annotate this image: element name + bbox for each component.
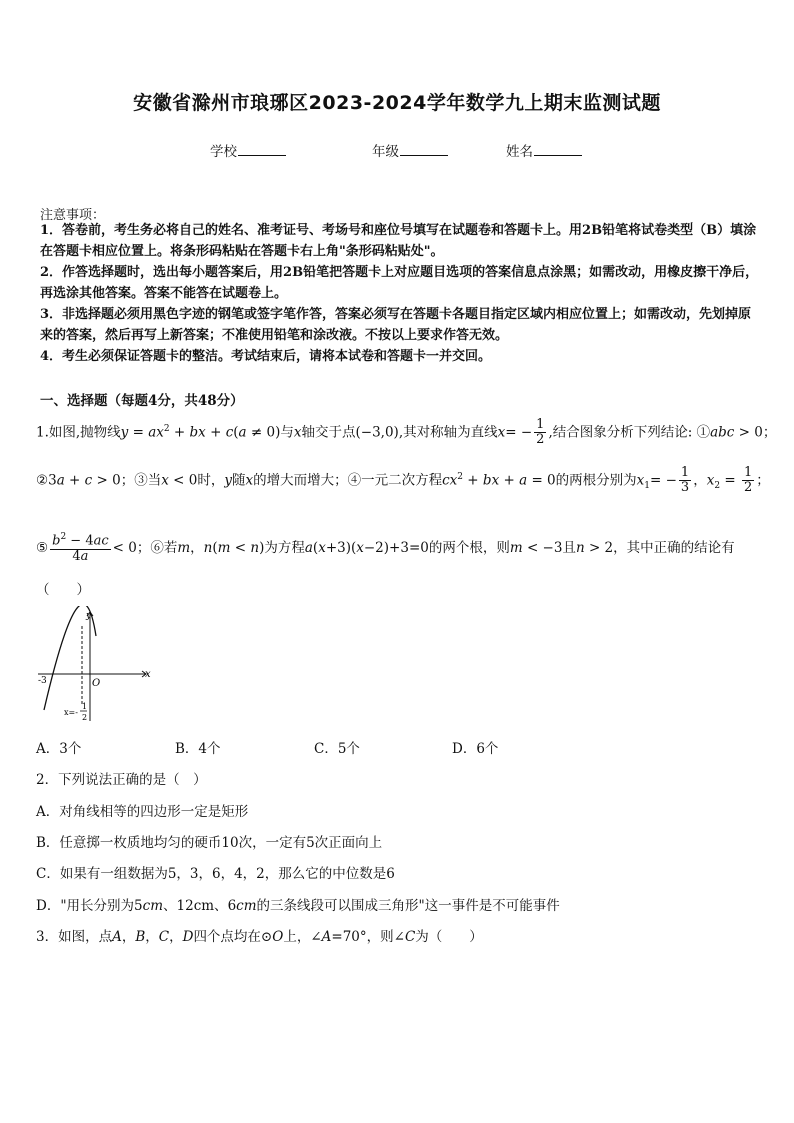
name-field [506, 140, 582, 160]
q1-text: ,其对称轴为直线 [398, 424, 498, 441]
q1-text: 轴交于点 [301, 424, 356, 441]
q1-option-d[interactable]: D．6个 [452, 741, 499, 757]
name-label: 姓名 [506, 144, 533, 160]
school-blank[interactable] [238, 143, 286, 156]
q2-d-text: 的三条线段可以围成三角形"这一事件是不可能事件 [256, 898, 560, 914]
q3-text: 为（ ） [415, 929, 483, 945]
q1-text: 的两根分别为 [555, 472, 637, 489]
grade-field [372, 140, 448, 160]
q1-text: 且 [562, 539, 576, 556]
q1-text: 时， [197, 472, 225, 489]
q2-d-text: 、12cm、 [163, 898, 228, 914]
q1-text: 随 [231, 472, 246, 489]
q1-text: ⑤ [36, 539, 49, 556]
school-label: 学校 [210, 144, 237, 160]
origin-label: O [92, 678, 101, 689]
svg-text:2: 2 [82, 713, 88, 722]
name-blank[interactable] [534, 143, 582, 156]
q1-option-b[interactable]: B．4个 [175, 741, 221, 757]
q1-text: 1.如图,抛物线 [36, 424, 121, 441]
q2-option-c[interactable]: C．如果有一组数据为5，3，6，4，2，那么它的中位数是6 [36, 866, 395, 882]
school-field [210, 140, 286, 160]
q2-option-a[interactable]: A．对角线相等的四边形一定是矩形 [36, 804, 249, 820]
q3-stem: 3．如图，点A，B，C，D四个点均在⊙O上，∠A=70°，则∠C为（ ） [36, 929, 483, 945]
q3-text: =70°，则∠ [331, 929, 405, 945]
q1-answer-blank: （ ） [36, 582, 90, 598]
q2-option-b[interactable]: B．任意掷一枚质地均匀的硬币10次，一定有5次正面向上 [36, 835, 383, 851]
q3-text: 上，∠ [283, 929, 322, 945]
svg-text:1: 1 [82, 702, 88, 711]
q1-text: ，其中正确的结论有 [613, 539, 735, 556]
exam-title: 安徽省滁州市琅琊区2023-2024学年数学九上期末监测试题 [133, 92, 661, 114]
parabola-graph [34, 606, 164, 724]
q1-option-c[interactable]: C．5个 [314, 741, 360, 757]
q2-d-text: D．"用长分别为 [36, 898, 135, 914]
symmetry-axis-label: x=- [64, 708, 78, 717]
grade-label: 年级 [372, 144, 399, 160]
q1-text: 与 [280, 424, 294, 441]
neg-three-label: -3 [38, 676, 47, 686]
q1-text: ；③当 [120, 472, 162, 489]
q1-text: ② [36, 472, 49, 489]
q1-text: 的两个根，则 [428, 539, 510, 556]
notice-item-2: 2．作答选择题时，选出每小题答案后，用2B铅笔把答题卡上对应题目选项的答案信息点涂黑；如需改动，用橡皮擦干净后，再选涂其他答案。答案不能答在试题卷上。 [40, 265, 759, 301]
q2-stem: 2．下列说法正确的是（ ） [36, 772, 207, 788]
parabola-curve [44, 606, 96, 710]
q2-option-d[interactable]: D．"用长分别为5cm、12cm、6cm的三条线段可以围成三角形"这一事件是不可能事件 [36, 898, 560, 914]
q1-line-2: ②3a + c > 0；③当x < 0时，y随x的增大而增大；④一元二次方程$cx^2$ + bx + a = 0的两根分别为$x_1=$ − $\frac{1}{3}$ ，$x_2$ = $\frac{1}{2}$ ； [36, 465, 770, 496]
q1-text: ,结合图象分析下列结论: ① [548, 424, 711, 441]
x-axis-label: x [145, 669, 151, 680]
q1-text: 的增大而增大；④一元二次方程 [253, 472, 443, 489]
q1-option-a[interactable]: A．3个 [36, 741, 82, 757]
q3-text: 3．如图，点 [36, 929, 113, 945]
notice-heading: 注意事项： [40, 208, 106, 223]
notice-item-4: 4．考生必须保证答题卡的整洁。考试结束后，请将本试卷和答题卡一并交回。 [40, 349, 492, 364]
section-heading: 一、选择题（每题4分，共48分） [40, 393, 244, 409]
y-axis-label: y [86, 611, 92, 621]
notice-item-3: 3．非选择题必须用黑色字迹的钢笔或签字笔作答，答案必须写在答题卡各题目指定区域内相应位置上；如需改动，先划掉原来的答案，然后再写上新答案；不准使用铅笔和涂改液。不按以上要求作答无效。 [40, 307, 752, 343]
q1-line-1: 1.如图,抛物线$y = ax^2$ + bx + c(a ≠ 0)与x轴交于点(−3,0),其对称轴为直线x= − $\frac{1}{2}$ ,结合图象分析下列结论: ①abc > 0； [36, 417, 777, 448]
q3-text: 四个点均在⊙ [193, 929, 273, 945]
notice-item-1: 1．答卷前，考生务必将自己的姓名、准考证号、考场号和座位号填写在试题卷和答题卡上。用2B铅笔将试卷类型（B）填涂在答题卡相应位置上。将条形码粘贴在答题卡右上角"条形码粘贴处"。 [40, 223, 757, 259]
grade-blank[interactable] [400, 143, 448, 156]
q1-text: ；⑥若 [136, 539, 178, 556]
q1-line-3: ⑤ $\frac{b^2 - 4ac}{4a}$ < 0；⑥若m，n(m < n)为方程a(x+3)(x−2)+3=0的两个根，则m < −3且n > 2，其中正确的结论有 [36, 532, 735, 564]
q1-text: 为方程 [264, 539, 305, 556]
